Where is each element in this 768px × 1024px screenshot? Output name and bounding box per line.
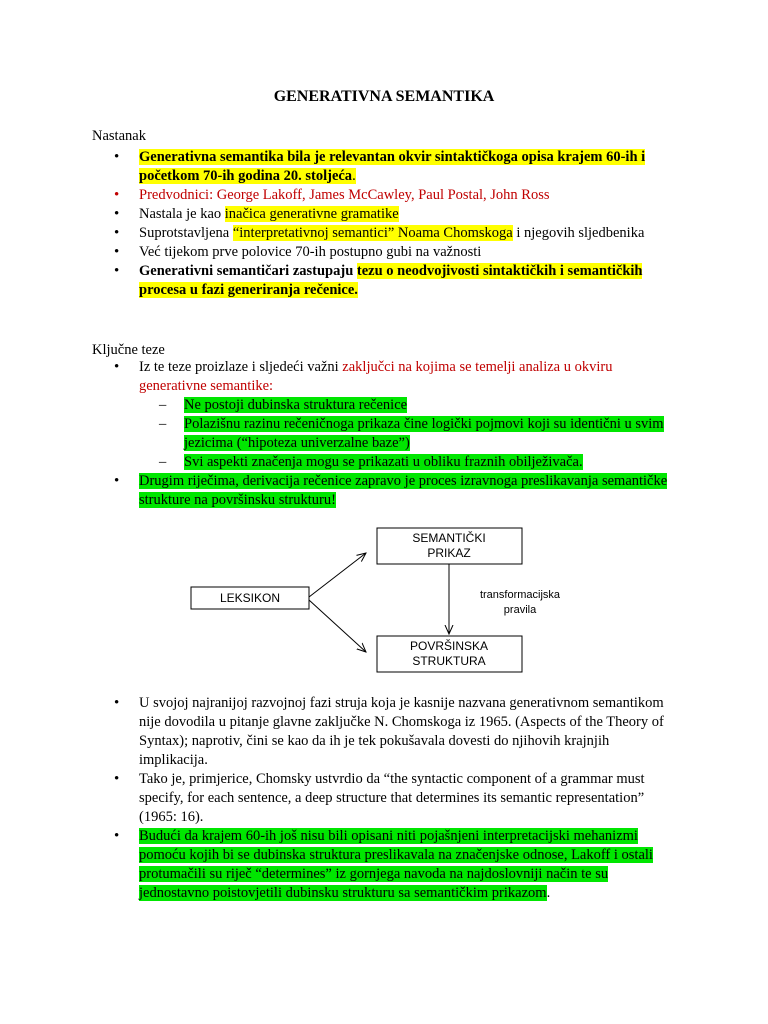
arrow-to-povrsinska: [309, 600, 366, 652]
text: Suprotstavljena: [139, 225, 233, 241]
highlighted-text: Generativna semantika bila je relevantan okvir sintaktičkoga opisa krajem 60-ih i početkom 70-ih godina 20. stoljeća: [139, 149, 646, 184]
sub-list-item: [139, 453, 679, 472]
highlighted-text: “interpretativnoj semantici” Noama Chomskoga: [232, 225, 513, 241]
sub-list-item: [139, 415, 679, 453]
document-title: GENERATIVNA SEMANTIKA: [273, 88, 495, 105]
highlighted-text: .: [352, 168, 356, 184]
leksikon-label: LEKSIKON: [219, 591, 281, 605]
prikaz-label: PRIKAZ: [427, 546, 471, 560]
list-item: [0, 358, 679, 472]
arrow-to-semanticki: [309, 553, 366, 597]
highlighted-text: Svi aspekti značenja mogu se prikazati u obliku fraznih obilježivača.: [184, 454, 583, 470]
highlighted-text: Drugim riječima, derivacija rečenice zapravo je proces izravnoga preslikavanja semantičke strukture na površinsku strukturu!: [139, 473, 668, 508]
text: i njegovih sljedbenika: [512, 225, 645, 241]
text: .: [546, 885, 551, 901]
list-item: [0, 827, 679, 903]
highlighted-text: Budući da krajem 60-ih još nisu bili opisani niti pojašnjeni interpretacijski mehanizmi pomoću kojih bi se dubinska struktura preslikavala na značenjske odnose, Lakoff i ostali protumačili su riječ “determines” iz gornjega navoda na najdoslovniji način te su jednostavno poistovjetili dubinsku strukturu sa semantičkim prikazom: [139, 828, 653, 901]
list-item: [0, 770, 679, 827]
highlighted-text: Ne postoji dubinska struktura rečenice: [184, 397, 408, 413]
text: U svojoj najranijoj razvojnoj fazi struja koja je kasnije nazvana generativnom semantikom nije dovodila u pitanje glavne zaključke N. Chomskoga iz 1965. (Aspects of the Theory of Syntax); naprotiv, čini se kao da ih je tek pokušavala dovesti do njihovih krajnjih implikacija.: [139, 695, 664, 768]
text: Iz te teze proizlaze i sljedeći važni: [139, 359, 343, 375]
list-item: [0, 472, 679, 510]
highlighted-text: Polazišnu razinu rečeničnoga prikaza čine logički pojmovi koji su identični u svim jezicima (“hipoteza univerzalne baze”): [184, 416, 664, 451]
highlighted-text: inačica generativne gramatike: [224, 206, 399, 222]
transform-label-2: pravila: [503, 604, 537, 616]
list-item: [0, 205, 679, 224]
list-item: [0, 224, 679, 243]
povrsinska-label: POVRŠINSKA: [409, 639, 489, 653]
text: Tako je, primjerice, Chomsky ustvrdio da “the syntactic component of a grammar must specify, for each sentence, a deep structure that determines its semantic representation” (1965: 16).: [139, 771, 645, 825]
list-item: [0, 262, 679, 300]
list-item: [0, 694, 679, 770]
bottom-list: [0, 694, 679, 903]
text: Već tijekom prve polovice 70-ih postupno gubi na važnosti: [139, 244, 482, 260]
list-item: [0, 186, 679, 205]
list-item: [0, 243, 679, 262]
red-text: Predvodnici: George Lakoff, James McCawley, Paul Postal, John Ross: [139, 187, 550, 203]
list-item: [0, 148, 679, 186]
kljucne-list: [0, 358, 679, 510]
highlighted-text: tezu o neodvojivosti sintaktičkih i semantičkih procesa u fazi generiranja rečenice.: [139, 263, 643, 298]
semanticki-label: SEMANTIČKI: [412, 531, 486, 545]
section-heading-kljucne-teze: Ključne teze: [92, 342, 165, 358]
section-heading-nastanak: Nastanak: [92, 128, 146, 144]
transform-label-1: transformacijska: [479, 589, 561, 601]
bold-text: Generativni semantičari zastupaju: [139, 263, 357, 279]
diagram-semantic-mapping: [0, 520, 768, 680]
nastanak-list: [0, 148, 679, 300]
sub-list-item: [139, 396, 679, 415]
struktura-label: STRUKTURA: [412, 654, 486, 668]
red-text: zaključci na kojima se temelji analiza u okviru generativne semantike:: [139, 359, 613, 394]
sub-list: [139, 396, 679, 472]
text: Nastala je kao: [139, 206, 225, 222]
